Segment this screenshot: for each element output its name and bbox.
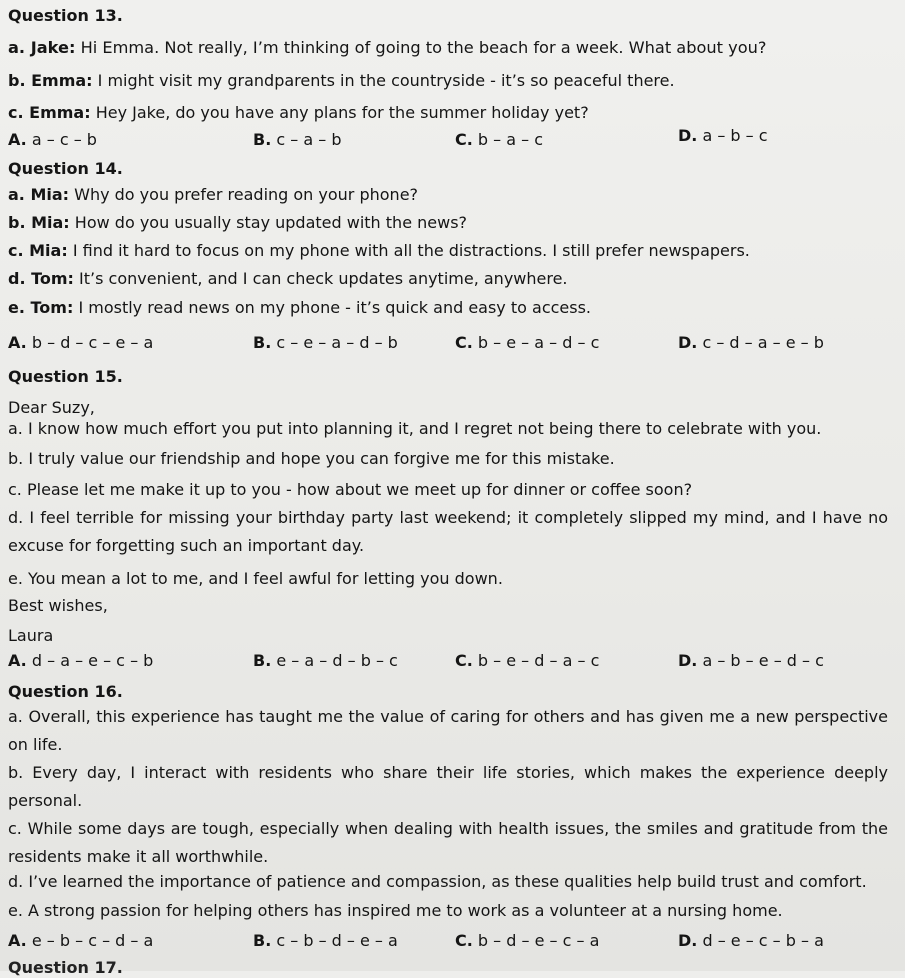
q15-line-a: a. I know how much effort you put into planning it, and I regret not being there to celebrate with you. [8, 419, 822, 438]
q13-option-d[interactable]: D. a – b – c [678, 126, 768, 145]
q13-option-c[interactable]: C. b – a – c [455, 130, 544, 149]
q16-option-d[interactable]: D. d – e – c – b – a [678, 931, 824, 950]
q14-line-e: e. Tom: I mostly read news on my phone - it’s quick and easy to access. [8, 298, 592, 317]
q14-option-b[interactable]: B. c – e – a – d – b [253, 333, 398, 352]
q14-option-d[interactable]: D. c – d – a – e – b [678, 333, 824, 352]
q16-option-b[interactable]: B. c – b – d – e – a [253, 931, 398, 950]
q15-line-e: e. You mean a lot to me, and I feel awful for letting you down. [8, 569, 503, 588]
q16-line-e: e. A strong passion for helping others has inspired me to work as a volunteer at a nursing home. [8, 901, 783, 920]
question-17-title-cutoff: Question 17. [8, 958, 123, 977]
q14-line-c: c. Mia: I find it hard to focus on my phone with all the distractions. I still prefer newspapers. [8, 241, 750, 260]
q16-line-b: b. Every day, I interact with residents who share their life stories, which makes the experience deeply personal. [8, 763, 888, 810]
q13-line-b: b. Emma: I might visit my grandparents in the countryside - it’s so peaceful there. [8, 71, 675, 90]
q15-option-b[interactable]: B. e – a – d – b – c [253, 651, 398, 670]
q15-line-b: b. I truly value our friendship and hope you can forgive me for this mistake. [8, 449, 615, 468]
q16-line-d: d. I’ve learned the importance of patience and compassion, as these qualities help build trust and comfort. [8, 872, 867, 891]
q13-option-a[interactable]: A. a – c – b [8, 130, 97, 149]
q14-line-a: a. Mia: Why do you prefer reading on your phone? [8, 185, 419, 204]
q14-option-a[interactable]: A. b – d – c – e – a [8, 333, 154, 352]
q14-line-b: b. Mia: How do you usually stay updated with the news? [8, 213, 468, 232]
q16-line-c: c. While some days are tough, especially when dealing with health issues, the smiles and gratitude from the residents make it all worthwhile. [8, 819, 888, 866]
letter-closing: Best wishes, [8, 596, 108, 615]
q16-option-c[interactable]: C. b – d – e – c – a [455, 931, 600, 950]
q14-option-c[interactable]: C. b – e – a – d – c [455, 333, 600, 352]
q16-option-a[interactable]: A. e – b – c – d – a [8, 931, 154, 950]
q13-line-c: c. Emma: Hey Jake, do you have any plans for the summer holiday yet? [8, 103, 589, 122]
letter-signature: Laura [8, 626, 54, 645]
letter-greeting: Dear Suzy, [8, 398, 95, 417]
question-16-title: Question 16. [8, 682, 123, 701]
q15-option-a[interactable]: A. d – a – e – c – b [8, 651, 154, 670]
q15-option-d[interactable]: D. a – b – e – d – c [678, 651, 824, 670]
q15-line-c: c. Please let me make it up to you - how about we meet up for dinner or coffee soon? [8, 480, 693, 499]
q16-line-a: a. Overall, this experience has taught me the value of caring for others and has given me a new perspective on life. [8, 707, 888, 754]
q13-line-a: a. Jake: Hi Emma. Not really, I’m thinking of going to the beach for a week. What about you? [8, 38, 767, 57]
question-13-title: Question 13. [8, 6, 123, 25]
question-15-title: Question 15. [8, 367, 123, 386]
q13-option-b[interactable]: B. c – a – b [253, 130, 342, 149]
question-14-title: Question 14. [8, 159, 123, 178]
q15-option-c[interactable]: C. b – e – d – a – c [455, 651, 600, 670]
q14-line-d: d. Tom: It’s convenient, and I can check updates anytime, anywhere. [8, 269, 568, 288]
q15-line-d: d. I feel terrible for missing your birthday party last weekend; it completely slipped my mind, and I have no excuse for forgetting such an important day. [8, 508, 888, 555]
